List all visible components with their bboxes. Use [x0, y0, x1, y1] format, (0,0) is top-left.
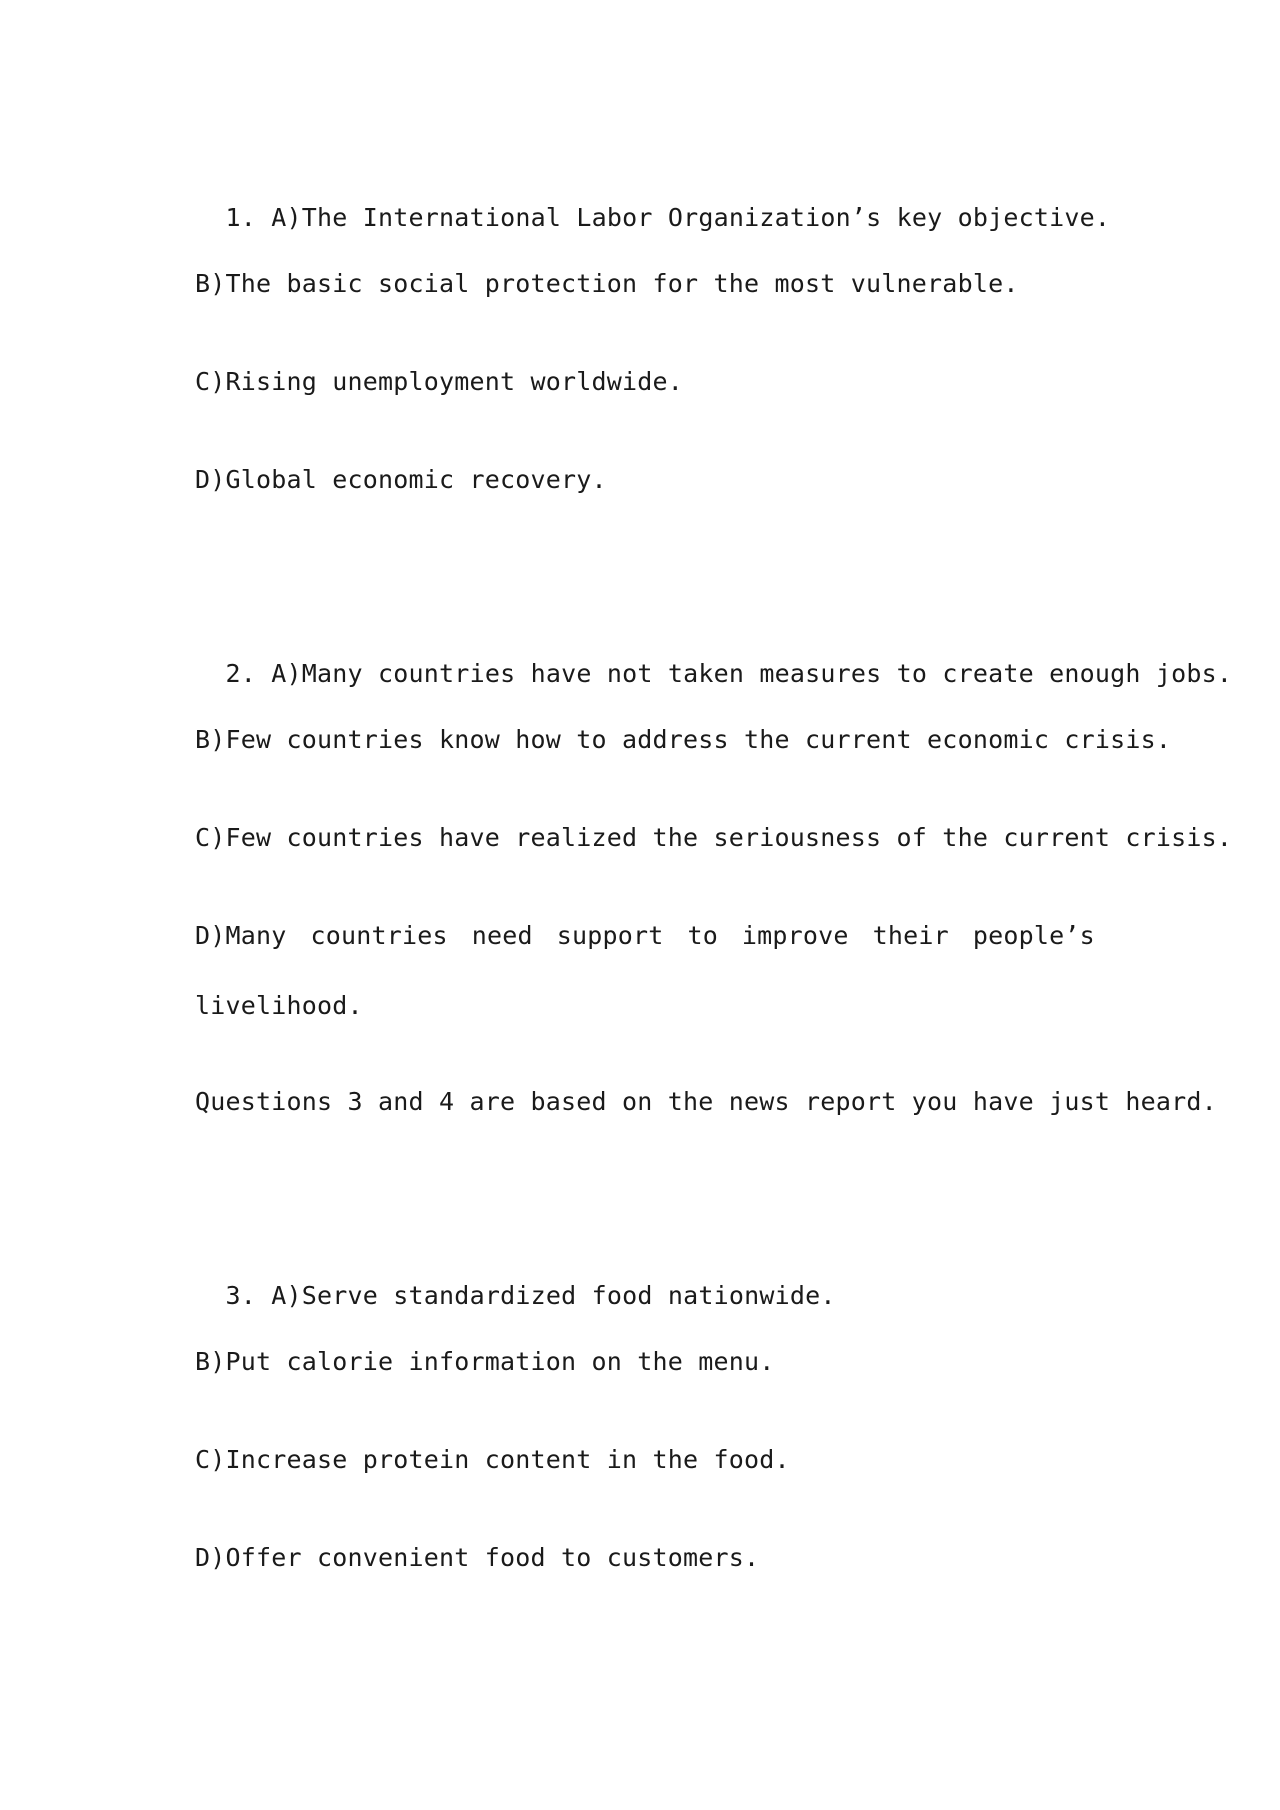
question-3-option-a — [195, 1248, 836, 1312]
word: countries — [310, 921, 448, 950]
question-1-option-c: C)Rising unemployment worldwide. — [195, 367, 684, 396]
question-number: 3. — [225, 1281, 257, 1310]
section-note: Questions 3 and 4 are based on the news report you have just heard. — [195, 1087, 1217, 1116]
question-2-option-a — [195, 626, 1232, 690]
word: their — [872, 921, 949, 950]
question-number: 2. — [225, 659, 257, 688]
option-a: A)Serve standardized food nationwide. — [271, 1281, 836, 1310]
question-number: 1. — [225, 203, 257, 232]
word: to — [687, 921, 718, 950]
option-a: A)The International Labor Organization’s key objective. — [271, 203, 1111, 232]
question-1-option-b: B)The basic social protection for the most vulnerable. — [195, 269, 1019, 298]
question-2-option-d-line-1 — [195, 920, 1095, 952]
question-3-option-b: B)Put calorie information on the menu. — [195, 1347, 775, 1376]
question-2-option-c: C)Few countries have realized the seriousness of the current crisis. — [195, 823, 1233, 852]
word: D)Many — [195, 921, 287, 950]
word: need — [471, 921, 533, 950]
question-2-option-b: B)Few countries know how to address the current economic crisis. — [195, 725, 1172, 754]
option-a: A)Many countries have not taken measures to create enough jobs. — [271, 659, 1233, 688]
question-3-option-c: C)Increase protein content in the food. — [195, 1445, 790, 1474]
word: people’s — [972, 921, 1095, 950]
question-3-option-d: D)Offer convenient food to customers. — [195, 1543, 760, 1572]
word: support — [556, 921, 664, 950]
question-1-option-a — [195, 170, 1110, 234]
question-1-option-d: D)Global economic recovery. — [195, 465, 607, 494]
question-2-option-d-line-2: livelihood. — [195, 991, 363, 1020]
word: improve — [741, 921, 849, 950]
